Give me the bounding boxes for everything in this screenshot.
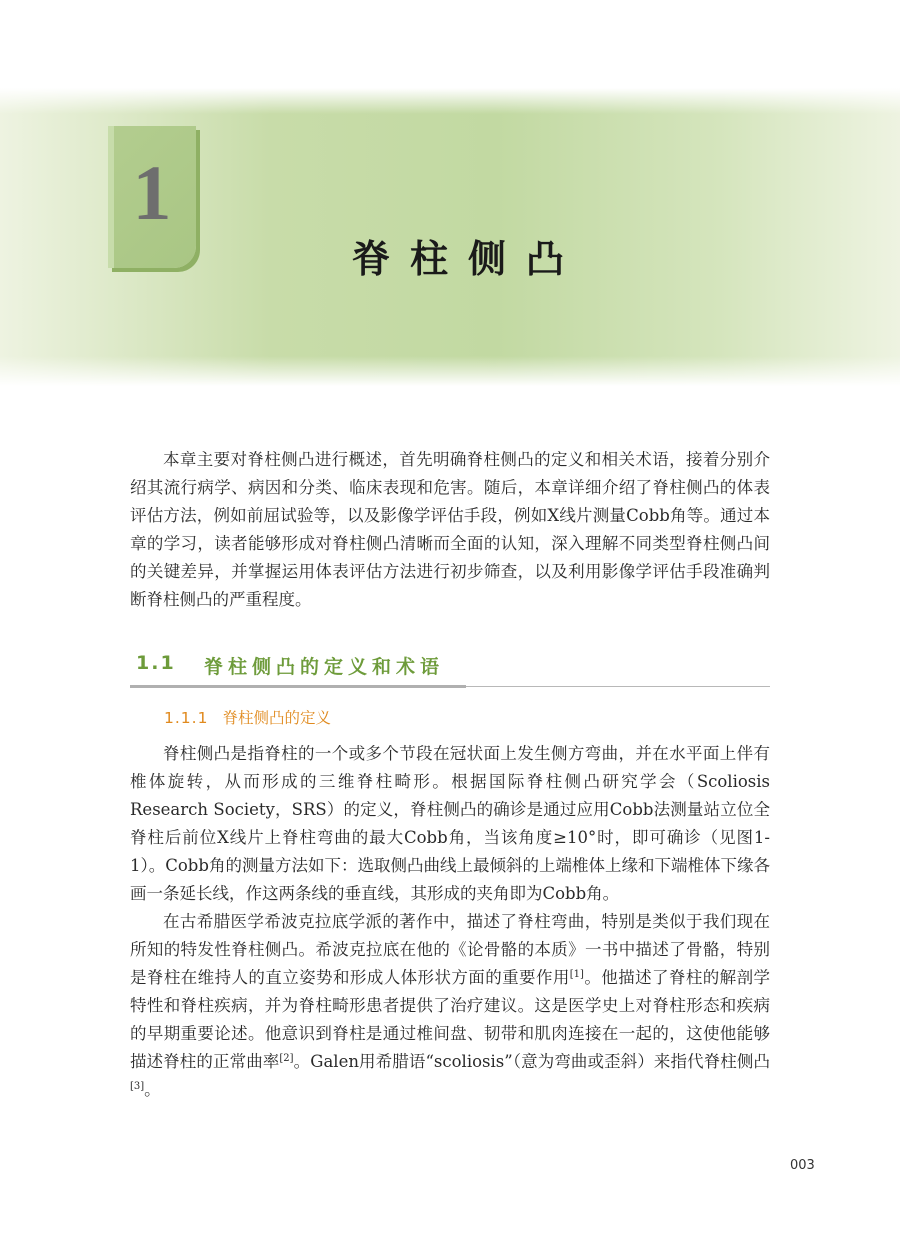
history-text-2: 。他描述了脊柱的解剖学特性和脊柱疾病，并为脊柱畸形患者提供了治疗建议。这是医学史上对脊柱形态和疾病的早期重要论述。他意识到脊柱是通过椎间盘、韧带和肌肉连接在一起的，这使他能够描述脊柱的正常曲率 <box>130 968 771 1071</box>
definition-paragraph: 脊柱侧凸是指脊柱的一个或多个节段在冠状面上发生侧方弯曲，并在水平面上伴有椎体旋转，从而形成的三维脊柱畸形。根据国际脊柱侧凸研究学会（Scoliosis Research Society，SRS）的定义，脊柱侧凸的确诊是通过应用Cobb法测量站立位全脊柱后前位X线片上脊柱弯曲的最大Cobb角，当该角度≥10°时，即可确诊（见图1-1）。Cobb角的测量方法如下：选取侧凸曲线上最倾斜的上端椎体上缘和下端椎体下缘各画一条延长线，作这两条线的垂直线，其形成的夹角即为Cobb角。 <box>130 744 770 903</box>
banner-fade-top <box>0 88 900 114</box>
section-title: 脊柱侧凸的定义和术语 <box>204 656 445 678</box>
section-heading <box>130 652 770 687</box>
reference-1: [1] <box>569 969 584 980</box>
subsection-number: 1.1.1 <box>164 709 209 727</box>
reference-2: [2] <box>279 1053 294 1064</box>
chapter-number: 1 <box>132 149 172 236</box>
section-number: 1.1 <box>136 652 176 674</box>
reference-3: [3] <box>130 1081 145 1092</box>
history-text-3: 。Galen用希腊语“scoliosis”（意为弯曲或歪斜）来指代脊柱侧凸 <box>293 1052 771 1071</box>
subsection-title: 脊柱侧凸的定义 <box>222 709 331 727</box>
page-number: 003 <box>790 1158 815 1173</box>
banner-fade-bottom <box>0 356 900 386</box>
chapter-number-badge <box>108 126 196 268</box>
section-body <box>130 740 770 1104</box>
history-text-1: 在古希腊医学希波克拉底学派的著作中，描述了脊柱弯曲，特别是类似于我们现在所知的特发性脊柱侧凸。希波克拉底在他的《论骨骼的本质》一书中描述了骨骼，特别是脊柱在维持人的直立姿势和形成人体形状方面的重要作用 <box>130 912 770 987</box>
history-paragraph <box>130 908 770 1104</box>
subsection-heading <box>164 706 331 728</box>
intro-paragraph: 本章主要对脊柱侧凸进行概述，首先明确脊柱侧凸的定义和相关术语，接着分别介绍其流行病学、病因和分类、临床表现和危害。随后，本章详细介绍了脊柱侧凸的体表评估方法，例如前屈试验等，以及影像学评估手段，例如X线片测量Cobb角等。通过本章的学习，读者能够形成对脊柱侧凸清晰而全面的认知，深入理解不同类型脊柱侧凸间的关键差异，并掌握运用体表评估方法进行初步筛查，以及利用影像学评估手段准确判断脊柱侧凸的严重程度。 <box>130 450 770 609</box>
history-text-4: 。 <box>144 1080 161 1099</box>
chapter-title: 脊柱侧凸 <box>352 237 585 281</box>
intro-block <box>130 446 770 614</box>
